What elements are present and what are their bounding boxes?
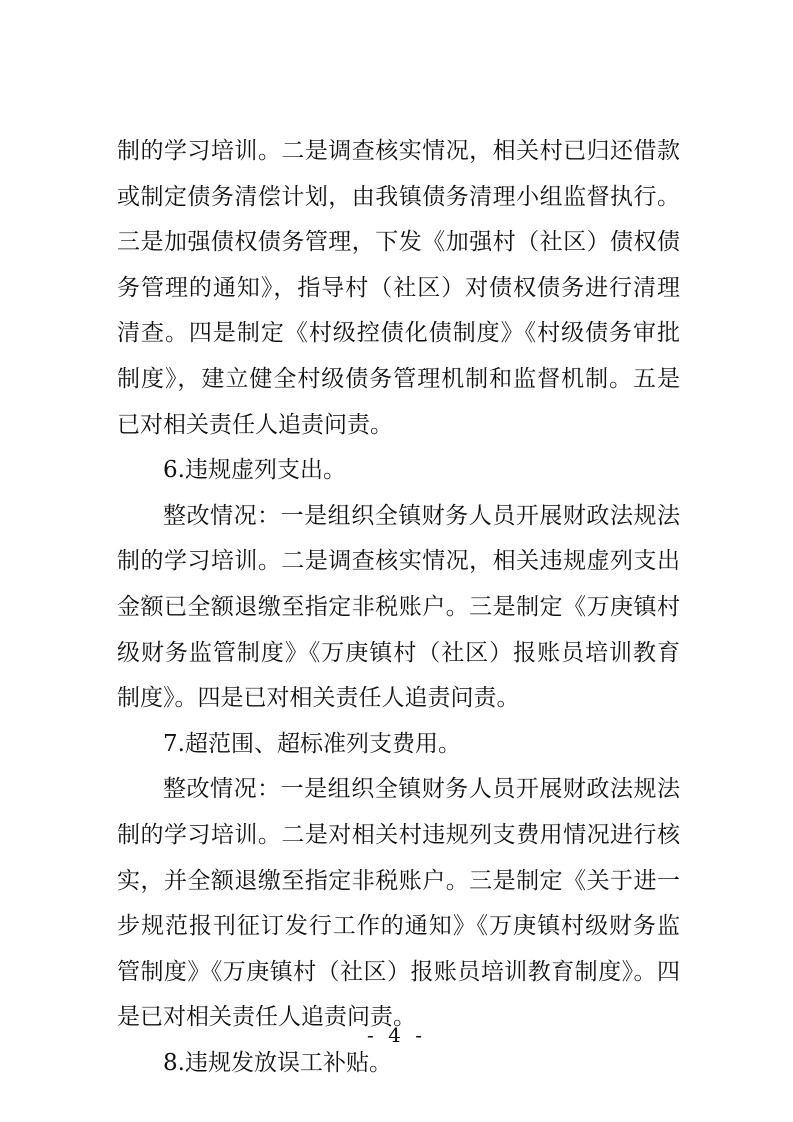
body-line: 整改情况：一是组织全镇财务人员开展财政法规法 (163, 776, 680, 803)
body-line: 制的学习培训。二是对相关村违规列支费用情况进行核 (117, 821, 680, 848)
body-line: 是已对相关责任人追责问责。 (117, 1004, 416, 1031)
body-line: 制的学习培训。二是调查核实情况，相关违规虚列支出 (117, 548, 680, 575)
body-line: 制度》，建立健全村级债务管理机制和监督机制。五是 (117, 365, 680, 392)
section-heading: 8.违规发放误工补贴。 (163, 1049, 392, 1076)
body-line: 已对相关责任人追责问责。 (117, 411, 393, 438)
page-number: - 4 - (367, 1023, 426, 1047)
body-text (117, 129, 680, 1086)
body-line: 步规范报刊征订发行工作的通知》《万庚镇村级财务监 (117, 913, 680, 940)
body-line: 实，并全额退缴至指定非税账户。三是制定《关于进一 (117, 867, 680, 894)
body-line: 管制度》《万庚镇村（社区）报账员培训教育制度》。四 (117, 958, 680, 985)
section-heading: 6.违规虚列支出。 (163, 457, 346, 484)
section-heading: 7.超范围、超标准列支费用。 (163, 730, 461, 757)
body-line: 整改情况：一是组织全镇财务人员开展财政法规法 (163, 502, 680, 529)
body-line: 或制定债务清偿计划，由我镇债务清理小组监督执行。 (117, 183, 680, 210)
body-line: 制度》。四是已对相关责任人追责问责。 (117, 685, 520, 712)
body-line: 清查。四是制定《村级控债化债制度》《村级债务审批 (117, 320, 680, 347)
body-line: 务管理的通知》，指导村（社区）对债权债务进行清理 (117, 274, 680, 301)
body-line: 制的学习培训。二是调查核实情况，相关村已归还借款 (117, 138, 680, 164)
body-line: 级财务监管制度》《万庚镇村（社区）报账员培训教育 (117, 639, 680, 666)
body-line: 三是加强债权债务管理，下发《加强村（社区）债权债 (117, 229, 680, 256)
body-line: 金额已全额退缴至指定非税账户。三是制定《万庚镇村 (117, 593, 680, 620)
